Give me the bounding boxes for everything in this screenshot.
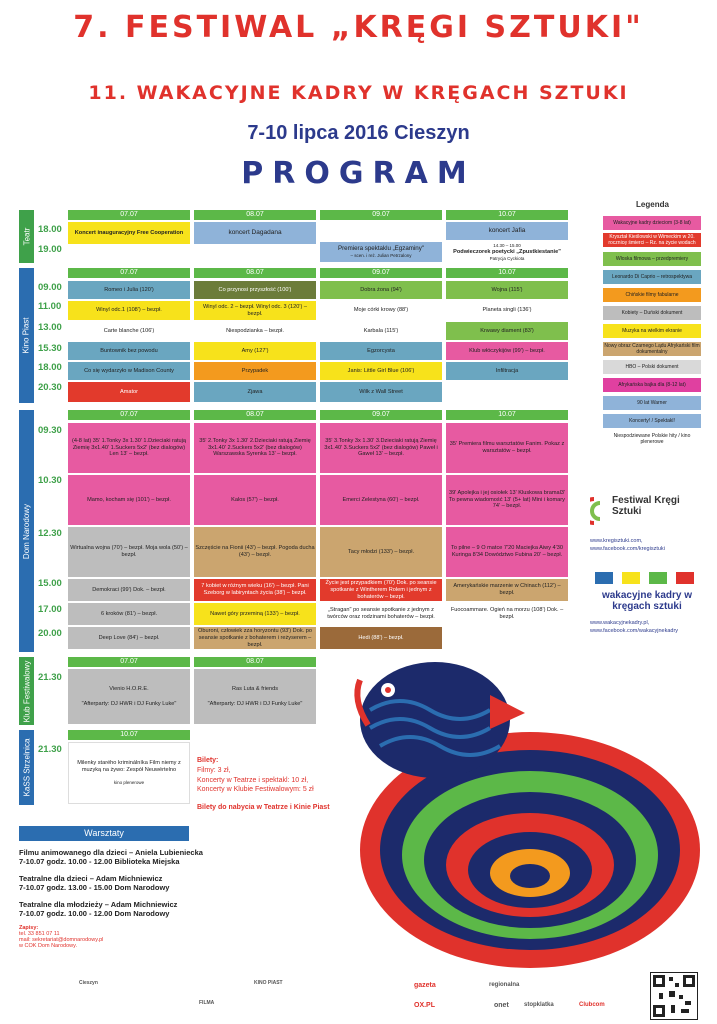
festival-logo-text: Festiwal Kręgi Sztuki [612,495,680,517]
legend-item: Kobiety – Duński dokument [603,306,701,320]
time-label: 15.00 [38,578,62,589]
wakacyjne-kadry-logo-text: wakacyjne kadry w kręgach sztuki [601,590,693,612]
event-cell[interactable]: Szczęście na Fionii (43') – bezpł. Pogoda ducha (43') – bezpł. [194,527,316,577]
event-cell[interactable]: 7 kobiet w różnym wieku (16') – bezpł. Pani Szeborg w labiryntach życia (38') – bezpł. [194,579,316,601]
day-header: 10.07 [446,210,568,220]
event-cell[interactable]: Co przynosi przyszłość (100') [194,281,316,299]
day-header: 07.07 [68,410,190,420]
time-label: 19.00 [38,244,62,255]
event-cell[interactable]: Wojna (115') [446,281,568,299]
venue-kass-strzelnica: KaSS Strzelnica [19,730,34,805]
festival-logo [590,493,612,529]
event-cell[interactable]: Planeta singli (136') [446,301,568,320]
day-header: 08.07 [194,210,316,220]
sponsor-logo: onet [494,1002,509,1009]
venue-kino-piast: Kino Piast [19,268,34,403]
legend-item: Niespodziewane Polskie hity / kino plenerowe [603,432,701,446]
event-cell[interactable]: Mamo, kocham się (101') – bezpł. [68,475,190,525]
sponsor-logo: regionalna [489,982,520,988]
event-cell[interactable]: Demokraci (99') Dok. – bezpł. [68,579,190,601]
event-cell[interactable]: Co się wydarzyło w Madison County [68,362,190,380]
event-cell[interactable]: Kalos (57') – bezpł. [194,475,316,525]
legend-item: 90 lat Warner [603,396,701,410]
legend-item: Koncerty! / Spektakl! [603,414,701,428]
color-block [622,572,640,584]
time-label: 15.30 [38,343,62,354]
qr-code[interactable] [650,972,698,1020]
qr-code-icon [651,973,697,1019]
day-header: 09.07 [320,410,442,420]
time-label: 20.30 [38,382,62,393]
legend-item: Kryształ Kieślowski w Wimeckim w 20. rocznicę śmierci – Rz. na życie wodach [603,233,701,247]
legend-item: Chińskie filmy fabularne [603,288,701,302]
event-cell[interactable]: koncert Jafia [446,222,568,240]
workshop-item: Filmu animowanego dla dzieci – Aniela Lubieniecka 7-10.07 godz. 10.00 - 12.00 Biblioteka Miejska [19,848,203,866]
link-text[interactable]: www.kregisztuki.com, [590,538,643,544]
event-cell[interactable]: Wirtualna wojna (70') – bezpł. Moja wola (50') – bezpł. [68,527,190,577]
event-cell[interactable]: Egzorcysta [320,342,442,360]
time-label: 09.00 [38,282,62,293]
link-text[interactable]: www.facebook.com/kregisztuki [590,546,665,552]
event-cell[interactable]: Fuocoammare. Ogień na morzu (108') Dok. – bezpł. [446,603,568,625]
time-label: 21.30 [38,672,62,683]
event-cell[interactable]: Infiltracja [446,362,568,380]
event-cell[interactable]: Hedi (88') – bezpł. [320,627,442,649]
time-label: 12.30 [38,528,62,539]
event-cell[interactable]: Niespodzianka – bezpł. [194,322,316,340]
event-cell[interactable]: Carte blanche (106') [68,322,190,340]
event-cell[interactable]: (4-8 lat) 35' 1.Tonky 3x 1.30' 1.Dzieciaki ratują Ziemię 3x1.40' 1.Suckers 5x2' (bez dialogów) Len 13' – bezpł. [68,423,190,473]
event-cell[interactable]: Ras Luta & friends "Afterparty: DJ HWR i DJ Funky Luke" [194,669,316,724]
day-header: 09.07 [320,268,442,278]
event-cell[interactable]: 39' Apolejka i jej osiołek 13' Kluskowa bramal3' To pewna wiadomość 13' (5+ lat) Mini i komary 74' – bezpł. [446,475,568,525]
event-cell[interactable]: Janis: Little Girl Blue (106') [320,362,442,380]
event-cell[interactable]: 6 kroków (81') – bezpł. [68,603,190,625]
festival-title: 7. FESTIWAL „KRĘGI SZTUKI" [73,10,644,45]
event-cell[interactable]: 14.30 – 15.00 Podwieczorek poetycki „Zpustkiestanie" Patrycja Cyckiota [446,242,568,262]
event-cell[interactable]: Romeo i Julia (120') [68,281,190,299]
link-text[interactable]: www.facebook.com/wakacyjnekadry [590,628,679,634]
event-cell[interactable]: Koncert inauguracyjny Free Cooperation [68,222,190,244]
legend-item: Nowy obraz Czarnego Lądu Afrykański film dokumentalny [604,343,700,355]
festival-dates: 7-10 lipca 2016 Cieszyn [247,122,470,144]
event-cell[interactable]: Krwawy diament (83') [446,322,568,340]
event-cell[interactable]: Zjawa [194,382,316,402]
event-cell[interactable]: „Stragan" po seansie spotkanie z jednym z twórców oraz rodzinami bohaterów – bezpł. [320,603,442,625]
sponsor-logo: gazeta [414,982,436,989]
event-cell[interactable]: Życie jest przypadkiem (70') Dok. po seansie spotkanie z Wintherem Rolem i jednym z bohaterów – bezpł. [320,579,442,601]
time-label: 20.00 [38,628,62,639]
event-cell[interactable]: Dobra żona (94') [320,281,442,299]
color-block [676,572,694,584]
day-header: 10.07 [68,730,190,740]
event-cell[interactable]: Oburoni, człowiek zza horyzontu (93') Dok. po seansie spotkanie z bohaterem i reżyserem – bezpł. [194,627,316,649]
sponsor-logo: Cieszyn [79,980,98,986]
venue-klub-festiwalowy: Klub Festiwalowy [19,657,34,725]
legend-item: Muzyka na wielkim ekranie [603,324,701,338]
event-cell[interactable]: Karbala (115') [320,322,442,340]
sponsor-logo: OX.PL [414,1002,436,1009]
event-cell[interactable]: koncert Dagadana [194,222,316,244]
day-header: 08.07 [194,268,316,278]
workshops-heading: Warsztaty [19,826,189,841]
legend-title: Legenda [636,200,669,209]
decorative-bird-artwork [340,640,712,970]
event-cell[interactable]: Amy (127') [194,342,316,360]
event-cell[interactable]: To pilne – 9 O matce 7'20 Maciejka Aiwy 4'30 Kuringa 8'34 Dowództwo Fubina 20' – bezpł. [446,527,568,577]
workshop-item: Teatralne dla dzieci – Adam Michniewicz 7-10.07 godz. 13.00 - 15.00 Dom Narodowy [19,874,170,892]
sponsor-logo: FILMA [199,1000,215,1006]
event-cell[interactable]: 35' 3.Tonky 3x 1.30' 3.Dzieciaki ratują Ziemię 3x1.40' 3.Suckers 5x2' (bez dialogów) Paweł i Gaweł 13' – bezpł. [320,423,442,473]
legend-item: Wakacyjne kadry dzieciom (3-8 lat) [603,216,701,230]
day-header: 07.07 [68,268,190,278]
event-cell[interactable]: Winyl odc. 2 – bezpł. Winyl odc. 3 (120') – bezpł. [194,301,316,320]
workshop-contact: Zapisy: tel. 33 851 07 11 mail: sekretariat@domnarodowy.pl w COK Dom Narodowy. [19,925,104,949]
event-cell[interactable]: Winyl odc.1 (108') – bezpł. [68,301,190,320]
event-cell[interactable]: 35' 2.Tonky 3x 1.30' 2.Dzieciaki ratują Ziemię 3x1.40' 2.Suckers 5x2' (bez dialogów) Warszawska Syrenka 13' – bezpł. [194,423,316,473]
time-label: 18.00 [38,362,62,373]
event-cell[interactable]: Wilk z Wall Street [320,382,442,402]
event-cell[interactable]: Amerykańskie marzenie w Chinach (112') – bezpł. [446,579,568,601]
legend-item: Leonardo Di Caprio – retrospektywa [603,270,701,284]
event-cell[interactable]: Deep Love (84') – bezpł. [68,627,190,649]
day-header: 08.07 [194,410,316,420]
event-cell[interactable]: Emerci Zelestyna (60') – bezpł. [320,475,442,525]
legend-item: Afrykańska bajka dla (8-12 lat) [603,378,701,392]
event-cell[interactable]: Buntownik bez powodu [68,342,190,360]
event-cell[interactable]: Milenky starého kriminálníka Film niemy z muzyką na żywo: Zespół Neuwértelno kino plenerowe [68,742,190,804]
day-header: 08.07 [194,657,316,667]
sponsors-strip [19,970,619,1016]
link-text[interactable]: www.wakacyjnekadry.pl, [590,620,650,626]
venue-dom-narodowy: Dom Narodowy [19,410,34,652]
day-header: 07.07 [68,657,190,667]
workshop-item: Teatralne dla młodzieży – Adam Michniewicz 7-10.07 godz. 10.00 - 12.00 Dom Narodowy [19,900,178,918]
time-label: 18.00 [38,224,62,235]
sponsor-logo: stopklatka [524,1002,554,1008]
program-heading: PROGRAM [241,156,476,191]
event-cell[interactable]: Klub włóczykijów (99') – bezpł. [446,342,568,360]
sponsor-logo: Clubcom [579,1002,605,1008]
event-cell[interactable]: Tacy młodzi (133') – bezpł. [320,527,442,577]
time-label: 21.30 [38,744,62,755]
sponsor-logo: KINO PIAST [254,980,283,986]
event-cell[interactable]: Nawet góry przeminą (133') – bezpł. [194,603,316,625]
tickets-info: Bilety: Filmy: 3 zł, Koncerty w Teatrze i spektakl: 10 zł, Koncerty w Klubie Festiwalowym: 5 zł Bilety do nabycia w Teatrze i Kinie Piast [197,757,330,812]
legend-item: HBO – Polski dokument [603,360,701,374]
event-cell[interactable]: Moje córki krowy (88') [320,301,442,320]
time-label: 10.30 [38,475,62,486]
day-header: 10.07 [446,268,568,278]
day-header: 10.07 [446,410,568,420]
event-cell[interactable]: Przypadek [194,362,316,380]
event-cell[interactable]: Amator [68,382,190,402]
time-label: 09.30 [38,425,62,436]
venue-teatr: Teatr [19,210,34,263]
time-label: 17.00 [38,604,62,615]
day-header: 09.07 [320,210,442,220]
color-block [649,572,667,584]
time-label: 13.00 [38,322,62,333]
legend-item: Włoska filmowa – przedpremiery [603,252,701,266]
festival-subtitle: 11. WAKACYJNE KADRY W KRĘGACH SZTUKI [88,82,629,104]
day-header: 07.07 [68,210,190,220]
time-label: 11.00 [38,301,62,312]
event-cell[interactable]: Premiera spektaklu „Egzaminy" – scen. i reż. Julian Petrzalony [320,242,442,262]
event-cell[interactable]: Vienio H.O.R.E. "Afterparty: DJ HWR i DJ Funky Luke" [68,669,190,724]
event-cell[interactable]: 35' Premiera filmu warsztatów Fanim. Pokaz z warsztatów – bezpł. [446,423,568,473]
color-block [595,572,613,584]
